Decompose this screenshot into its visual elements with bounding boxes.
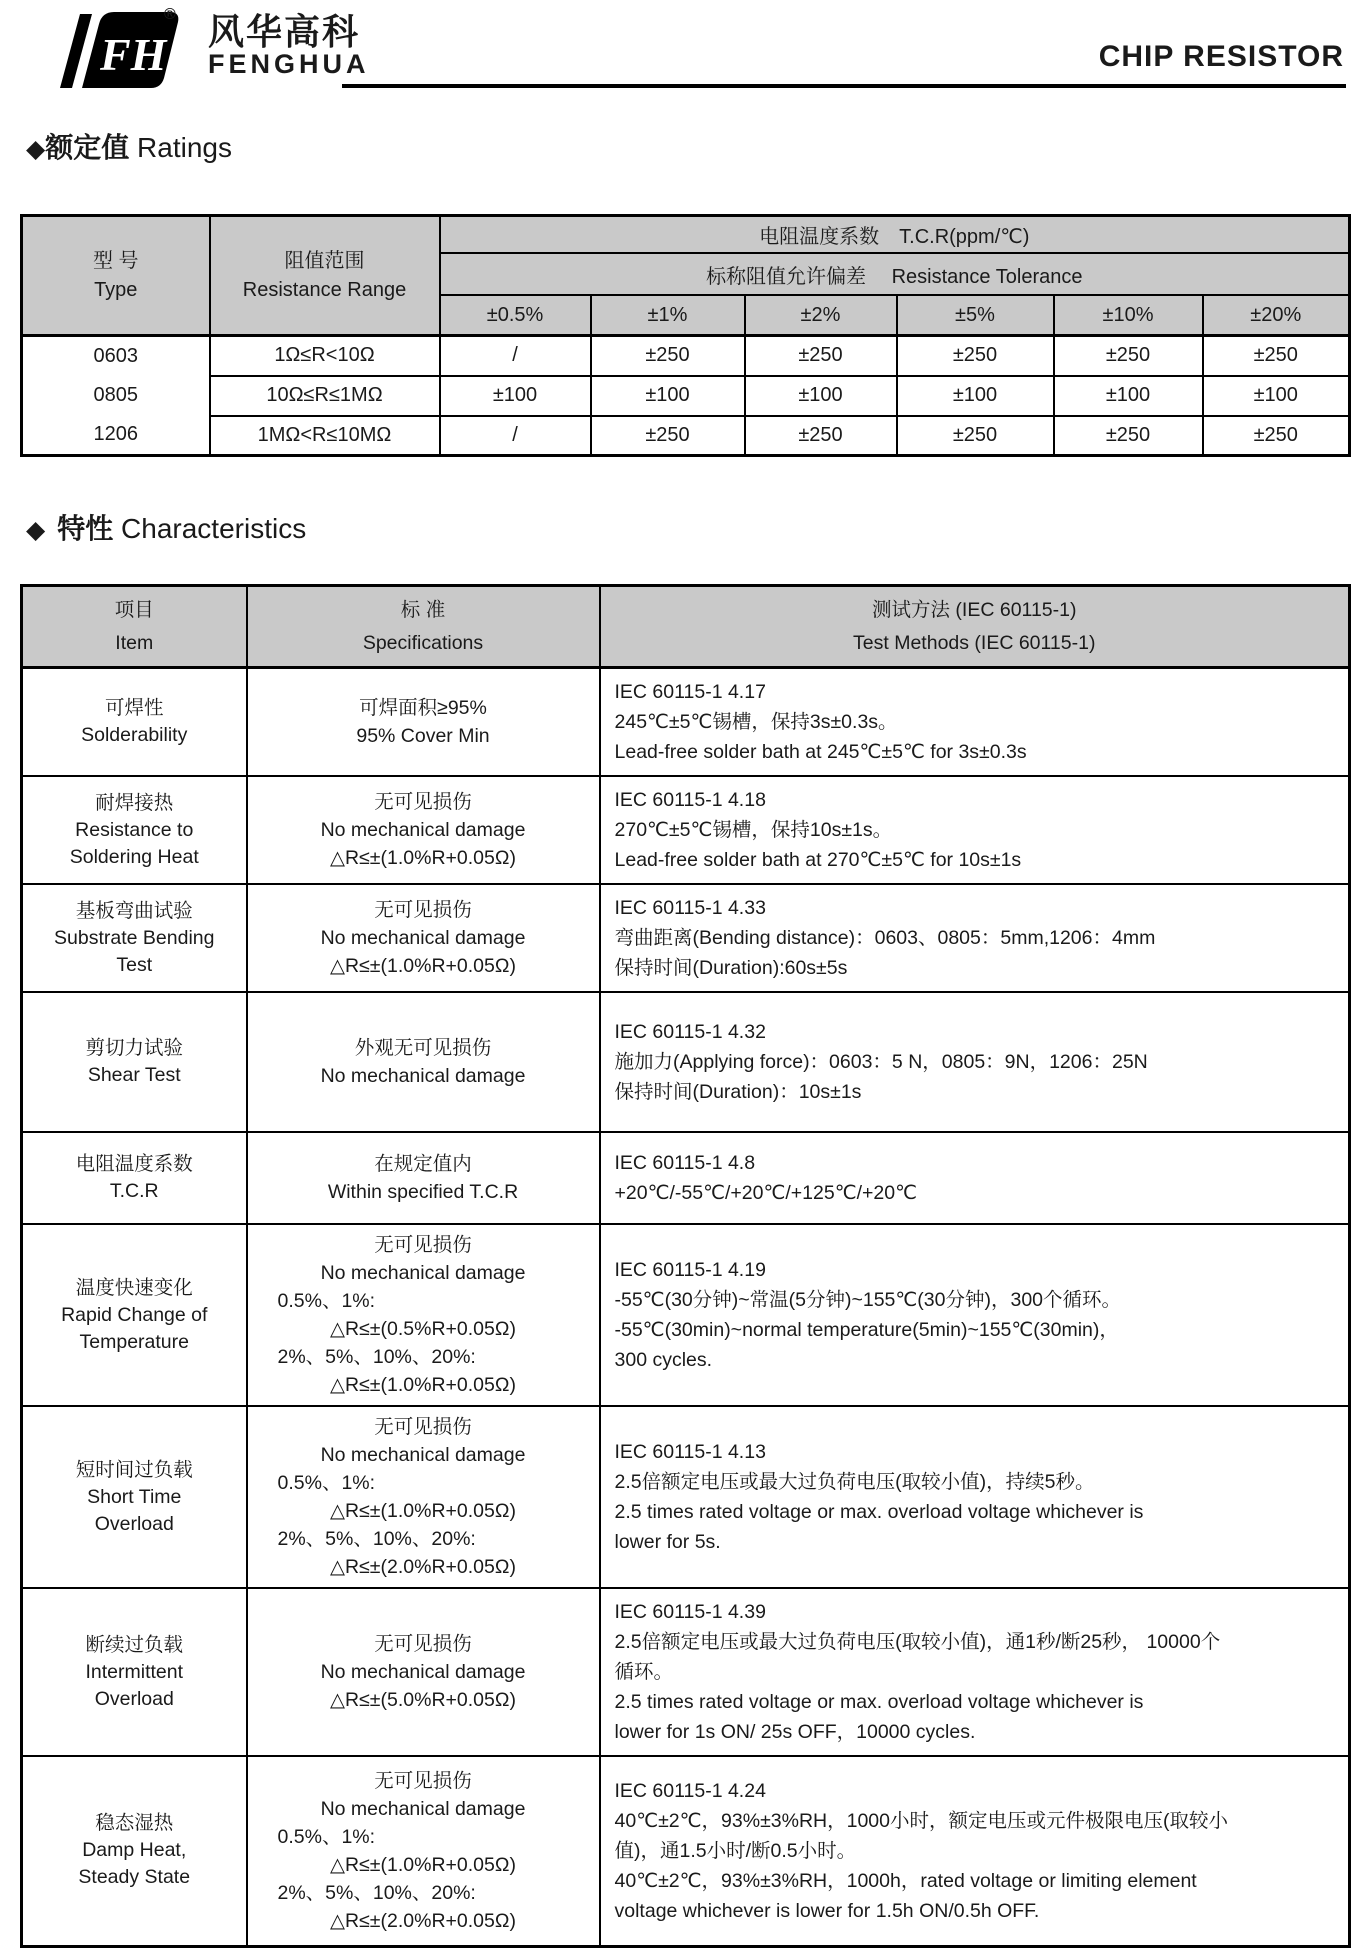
spec-line: 2%、5%、10%、20%: [277, 1881, 476, 1904]
method-line: 值)，通1.5小时/断0.5小时。 [614, 1839, 857, 1862]
tcr-header: 电阻温度系数 T.C.R(ppm/℃) [440, 216, 1350, 254]
item-line: Rapid Change of [61, 1303, 208, 1326]
method-line: 300 cycles. [614, 1349, 713, 1371]
spec-line: 可焊面积≥95% [359, 697, 487, 719]
method-line: 保持时间(Duration):60s±5s [614, 957, 848, 979]
item-line: T.C.R [109, 1180, 159, 1202]
characteristics-row [22, 1224, 1350, 1406]
spec-line: 无可见损伤 [374, 1416, 472, 1438]
type-value: 0805 [93, 384, 138, 406]
method-line: IEC 60115-1 4.32 [614, 1021, 766, 1043]
item-line: Test [116, 953, 153, 976]
characteristics-table-head [22, 586, 1350, 668]
diamond-icon: ◆ [26, 516, 46, 544]
method-line: 2.5倍额定电压或最大过负荷电压(取较小值)，通1秒/断25秒， 10000个 [614, 1631, 1221, 1653]
characteristics-row [22, 1588, 1350, 1756]
method-line: 2.5 times rated voltage or max. overload voltage whichever is [614, 1501, 1144, 1523]
item-line: Substrate Bending [54, 926, 215, 949]
item-cell [22, 1756, 247, 1946]
tcr-value-cell: ±100 [591, 376, 745, 416]
tcr-value-cell: ±250 [1054, 336, 1203, 376]
tcr-value-cell: ±100 [440, 376, 591, 416]
type-value: 0603 [93, 345, 138, 367]
characteristics-row [22, 884, 1350, 992]
method-line: 施加力(Applying force)：0603：5 N，0805：9N，1206：25N [614, 1051, 1148, 1073]
tcr-value-cell: ±250 [1203, 416, 1350, 456]
col-header-item [22, 586, 247, 668]
method-line: IEC 60115-1 4.39 [614, 1601, 766, 1623]
ratings-table-body [22, 336, 1350, 456]
item-line: Steady State [78, 1866, 191, 1889]
method-line: 270℃±5℃锡槽，保持10s±1s。 [614, 819, 893, 841]
item-line: Short Time [87, 1485, 182, 1508]
characteristics-heading-en: Characteristics [121, 513, 307, 544]
item-line: 稳态湿热 [95, 1812, 174, 1835]
resistance-range-cell: 1MΩ<R≤10MΩ [210, 416, 440, 456]
tolerance-col-header: ±10% [1054, 295, 1203, 336]
item-line: 剪切力试验 [85, 1037, 183, 1059]
method-line: IEC 60115-1 4.19 [614, 1259, 766, 1281]
item-line: Overload [94, 1687, 174, 1710]
ratings-table-head [22, 216, 1350, 336]
item-cell [22, 884, 247, 992]
spec-line: 无可见损伤 [374, 899, 472, 921]
item-line: Damp Heat, [82, 1839, 187, 1862]
spec-line: 无可见损伤 [374, 1769, 472, 1792]
method-line: 循环。 [614, 1661, 674, 1683]
tcr-value-cell: ±250 [1054, 416, 1203, 456]
method-line: Lead-free solder bath at 270℃±5℃ for 10s±1s [614, 849, 1022, 871]
ratings-row [22, 336, 1350, 376]
brand-name-en: FENGHUA [208, 49, 370, 79]
spec-line: △R≤±(1.0%R+0.05Ω) [330, 1500, 516, 1522]
col-header-item-en: Item [115, 631, 154, 654]
item-line: 基板弯曲试验 [75, 899, 193, 922]
item-cell [22, 776, 247, 884]
characteristics-row [22, 992, 1350, 1132]
characteristics-table [20, 584, 1351, 1948]
type-cell [22, 336, 210, 456]
tcr-value-cell: ±250 [897, 336, 1054, 376]
ratings-row [22, 376, 1350, 416]
spec-line: No mechanical damage [320, 927, 526, 949]
spec-cell [247, 776, 600, 884]
spec-line: Within specified T.C.R [327, 1181, 519, 1203]
col-header-spec [247, 586, 600, 668]
characteristics-header-row [22, 586, 1350, 668]
method-cell [600, 884, 1350, 992]
tolerance-col-header: ±2% [745, 295, 897, 336]
ratings-row [22, 416, 1350, 456]
spec-line: No mechanical damage [320, 1797, 526, 1820]
characteristics-heading [26, 507, 1368, 547]
col-header-method-cn: 测试方法 (IEC 60115-1) [872, 598, 1077, 621]
item-cell [22, 1588, 247, 1756]
spec-line: △R≤±(1.0%R+0.05Ω) [330, 847, 516, 869]
spec-line: 无可见损伤 [374, 791, 472, 813]
resistance-range-cell: 1Ω≤R<10Ω [210, 336, 440, 376]
characteristics-row [22, 1406, 1350, 1588]
characteristics-heading-cn: 特性 [57, 513, 114, 544]
col-header-type-en: Type [94, 278, 138, 301]
spec-line: 2%、5%、10%、20%: [277, 1346, 476, 1368]
spec-line: 0.5%、1%: [277, 1825, 376, 1848]
characteristics-row [22, 776, 1350, 884]
type-value: 1206 [93, 423, 138, 445]
spec-cell [247, 668, 600, 777]
method-cell [600, 668, 1350, 777]
method-line: -55℃(30min)~normal temperature(5min)~155℃(30min)， [614, 1319, 1119, 1341]
ratings-heading-cn: 额定值 [45, 132, 130, 163]
header-rule [342, 84, 1346, 88]
spec-cell [247, 1132, 600, 1224]
tolerance-header: 标称阻值允许偏差 Resistance Tolerance [440, 253, 1350, 295]
doc-header [0, 0, 1368, 96]
spec-line: △R≤±(1.0%R+0.05Ω) [330, 1853, 516, 1876]
item-line: Shear Test [87, 1064, 181, 1086]
item-line: 温度快速变化 [75, 1276, 193, 1299]
method-line: lower for 1s ON/ 25s OFF，10000 cycles. [614, 1721, 976, 1743]
spec-line: 95% Cover Min [356, 725, 490, 747]
ratings-table [20, 214, 1351, 457]
ratings-heading-en: Ratings [137, 132, 232, 163]
method-line: lower for 5s. [614, 1531, 721, 1553]
tcr-value-cell: ±100 [745, 376, 897, 416]
col-header-spec-en: Specifications [362, 631, 484, 654]
tcr-value-cell: ±100 [1203, 376, 1350, 416]
tcr-value-cell: ±100 [897, 376, 1054, 416]
item-line: 短时间过负载 [75, 1458, 193, 1481]
col-header-item-cn: 项目 [114, 598, 154, 621]
characteristics-row [22, 668, 1350, 777]
col-header-type-cn: 型 号 [92, 249, 139, 272]
characteristics-row [22, 1756, 1350, 1946]
method-line: 245℃±5℃锡槽，保持3s±0.3s。 [614, 711, 898, 733]
item-line: Soldering Heat [69, 845, 199, 868]
spec-line: △R≤±(1.0%R+0.05Ω) [330, 955, 516, 977]
method-line: IEC 60115-1 4.17 [614, 681, 766, 703]
method-line: 40℃±2℃，93%±3%RH，1000小时，额定电压或元件极限电压(取较小 [614, 1809, 1228, 1832]
col-header-method [600, 586, 1350, 668]
tolerance-col-header: ±0.5% [440, 295, 591, 336]
spec-cell [247, 884, 600, 992]
method-line: IEC 60115-1 4.8 [614, 1152, 756, 1174]
spec-cell [247, 992, 600, 1132]
method-line: 2.5 times rated voltage or max. overload voltage whichever is [614, 1691, 1144, 1713]
tcr-value-cell: ±250 [897, 416, 1054, 456]
method-line: IEC 60115-1 4.24 [614, 1779, 766, 1802]
ratings-heading [26, 126, 1368, 166]
item-line: Solderability [81, 724, 188, 746]
tcr-value-cell: ±250 [591, 336, 745, 376]
spec-line: No mechanical damage [320, 1444, 526, 1466]
tcr-value-cell: ±250 [745, 336, 897, 376]
col-header-type [22, 216, 210, 336]
spec-line: 0.5%、1%: [277, 1472, 376, 1494]
item-cell [22, 1224, 247, 1406]
spec-line: 无可见损伤 [374, 1633, 472, 1655]
col-header-range [210, 216, 440, 336]
tolerance-col-header: ±20% [1203, 295, 1350, 336]
item-cell [22, 992, 247, 1132]
item-line: 断续过负载 [85, 1633, 183, 1656]
spec-line: △R≤±(5.0%R+0.05Ω) [330, 1689, 516, 1711]
spec-cell [247, 1588, 600, 1756]
spec-line: 在规定值内 [374, 1153, 472, 1175]
characteristics-row [22, 1132, 1350, 1224]
fenghua-logo [58, 6, 370, 90]
method-cell [600, 776, 1350, 884]
method-line: 2.5倍额定电压或最大过负荷电压(取较小值)，持续5秒。 [614, 1471, 1095, 1493]
item-line: Intermittent [85, 1660, 184, 1683]
spec-line: △R≤±(1.0%R+0.05Ω) [330, 1374, 516, 1396]
col-header-range-cn: 阻值范围 [284, 249, 365, 272]
method-line: IEC 60115-1 4.13 [614, 1441, 766, 1463]
brand-block [208, 11, 370, 80]
spec-cell [247, 1406, 600, 1588]
diamond-icon: ◆ [26, 135, 46, 163]
spec-cell [247, 1224, 600, 1406]
item-line: Resistance to [75, 818, 194, 841]
spec-line: 外观无可见损伤 [354, 1037, 492, 1059]
tcr-value-cell: ±250 [1203, 336, 1350, 376]
item-line: 耐焊接热 [95, 791, 174, 814]
item-cell [22, 1132, 247, 1224]
tolerance-col-header: ±1% [591, 295, 745, 336]
monogram-letters: FH [100, 29, 167, 80]
page-title: CHIP RESISTOR [1098, 40, 1344, 73]
method-line: 保持时间(Duration)：10s±1s [614, 1081, 862, 1103]
method-cell [600, 992, 1350, 1132]
resistance-range-cell: 10Ω≤R≤1MΩ [210, 376, 440, 416]
method-line: voltage whichever is lower for 1.5h ON/0.5h OFF. [614, 1899, 1040, 1922]
characteristics-table-body [22, 668, 1350, 1947]
tcr-value-cell: / [440, 416, 591, 456]
method-line: +20℃/-55℃/+20℃/+125℃/+20℃ [614, 1182, 918, 1204]
method-line: -55℃(30分钟)~常温(5分钟)~155℃(30分钟)，300个循环。 [614, 1289, 1122, 1311]
spec-line: 无可见损伤 [374, 1234, 472, 1256]
tcr-value-cell: ±250 [591, 416, 745, 456]
item-cell [22, 668, 247, 777]
spec-line: 2%、5%、10%、20%: [277, 1528, 476, 1550]
spec-line: No mechanical damage [320, 1262, 526, 1284]
item-cell [22, 1406, 247, 1588]
tcr-value-cell: ±100 [1054, 376, 1203, 416]
spec-line: △R≤±(0.5%R+0.05Ω) [330, 1318, 516, 1340]
spec-cell [247, 1756, 600, 1946]
spec-line: △R≤±(2.0%R+0.05Ω) [330, 1909, 516, 1932]
spec-line: No mechanical damage [320, 1661, 526, 1683]
spec-line: △R≤±(2.0%R+0.05Ω) [330, 1556, 516, 1578]
item-line: 电阻温度系数 [75, 1153, 193, 1175]
col-header-method-en: Test Methods (IEC 60115-1) [853, 631, 1096, 654]
tolerance-col-header: ±5% [897, 295, 1054, 336]
tcr-value-cell: ±250 [745, 416, 897, 456]
spec-line: No mechanical damage [320, 1065, 526, 1087]
method-line: IEC 60115-1 4.33 [614, 897, 766, 919]
item-line: Overload [94, 1512, 174, 1535]
method-cell [600, 1756, 1350, 1946]
col-header-range-en: Resistance Range [242, 278, 407, 301]
method-line: 40℃±2℃，93%±3%RH，1000h，rated voltage or limiting element [614, 1869, 1197, 1892]
method-cell [600, 1224, 1350, 1406]
item-line: 可焊性 [104, 697, 164, 719]
method-cell [600, 1132, 1350, 1224]
ratings-header-row-1 [22, 216, 1350, 254]
item-line: Temperature [79, 1330, 189, 1353]
col-header-spec-cn: 标 准 [400, 598, 446, 621]
registered-trademark-icon: ® [164, 6, 176, 23]
spec-line: 0.5%、1%: [277, 1290, 376, 1312]
method-line: Lead-free solder bath at 245℃±5℃ for 3s±0.3s [614, 741, 1027, 763]
method-cell [600, 1588, 1350, 1756]
spec-line: No mechanical damage [320, 819, 526, 841]
method-line: 弯曲距离(Bending distance)：0603、0805：5mm,1206：4mm [614, 927, 1156, 949]
method-cell [600, 1406, 1350, 1588]
tcr-value-cell: / [440, 336, 591, 376]
brand-name-cn: 风华高科 [208, 11, 361, 52]
fenghua-monogram-icon [58, 6, 182, 90]
method-line: IEC 60115-1 4.18 [614, 789, 766, 811]
